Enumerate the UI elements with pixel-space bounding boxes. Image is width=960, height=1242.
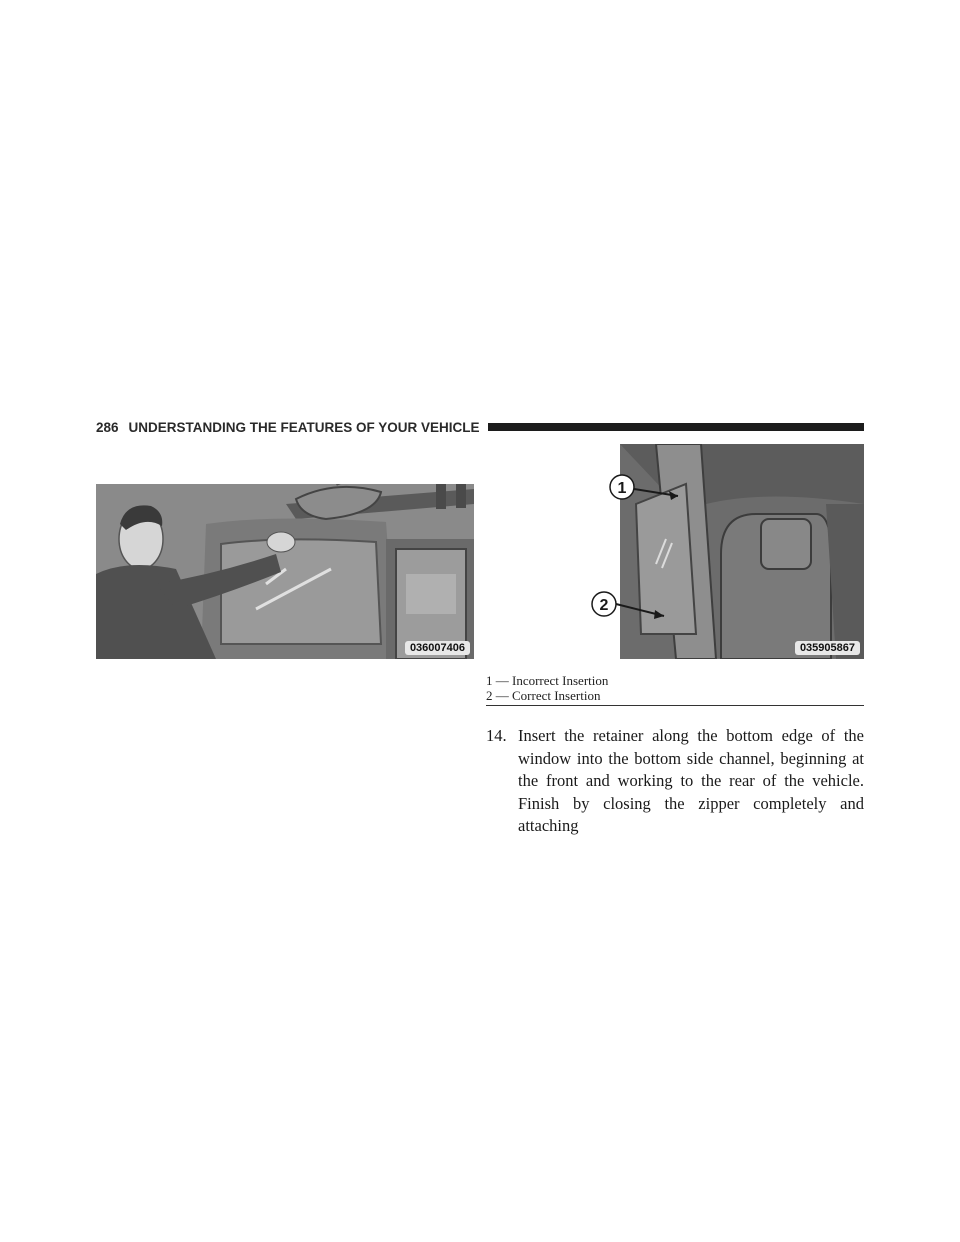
step-number: 14.: [486, 726, 507, 745]
step-text: Insert the retainer along the bottom edge of the window into the bottom side channel, beginning at the front and working to the rear of the vehicle. Finish by closing the zipper completely and attaching: [518, 726, 864, 835]
figure-retainer-insertion: [486, 444, 864, 659]
legend-item: 1 — Incorrect Insertion: [486, 673, 609, 688]
figure-legend: [486, 673, 864, 706]
page-number: 286: [96, 419, 119, 435]
instruction-step: [486, 725, 864, 838]
step-paragraph: [486, 725, 864, 838]
callout-2-label: 2: [599, 597, 609, 614]
callout-1-label: 1: [617, 480, 627, 497]
figure-code: 036007406: [405, 641, 470, 655]
window-installation-illustration: [96, 444, 474, 659]
retainer-insertion-illustration: [486, 444, 864, 659]
figure-code: 035905867: [795, 641, 860, 655]
legend-item: 2 — Correct Insertion: [486, 688, 601, 703]
figure-window-installation: [96, 444, 474, 659]
section-title: UNDERSTANDING THE FEATURES OF YOUR VEHICLE: [128, 419, 480, 435]
page-header: [96, 418, 864, 436]
header-rule: [488, 423, 864, 431]
